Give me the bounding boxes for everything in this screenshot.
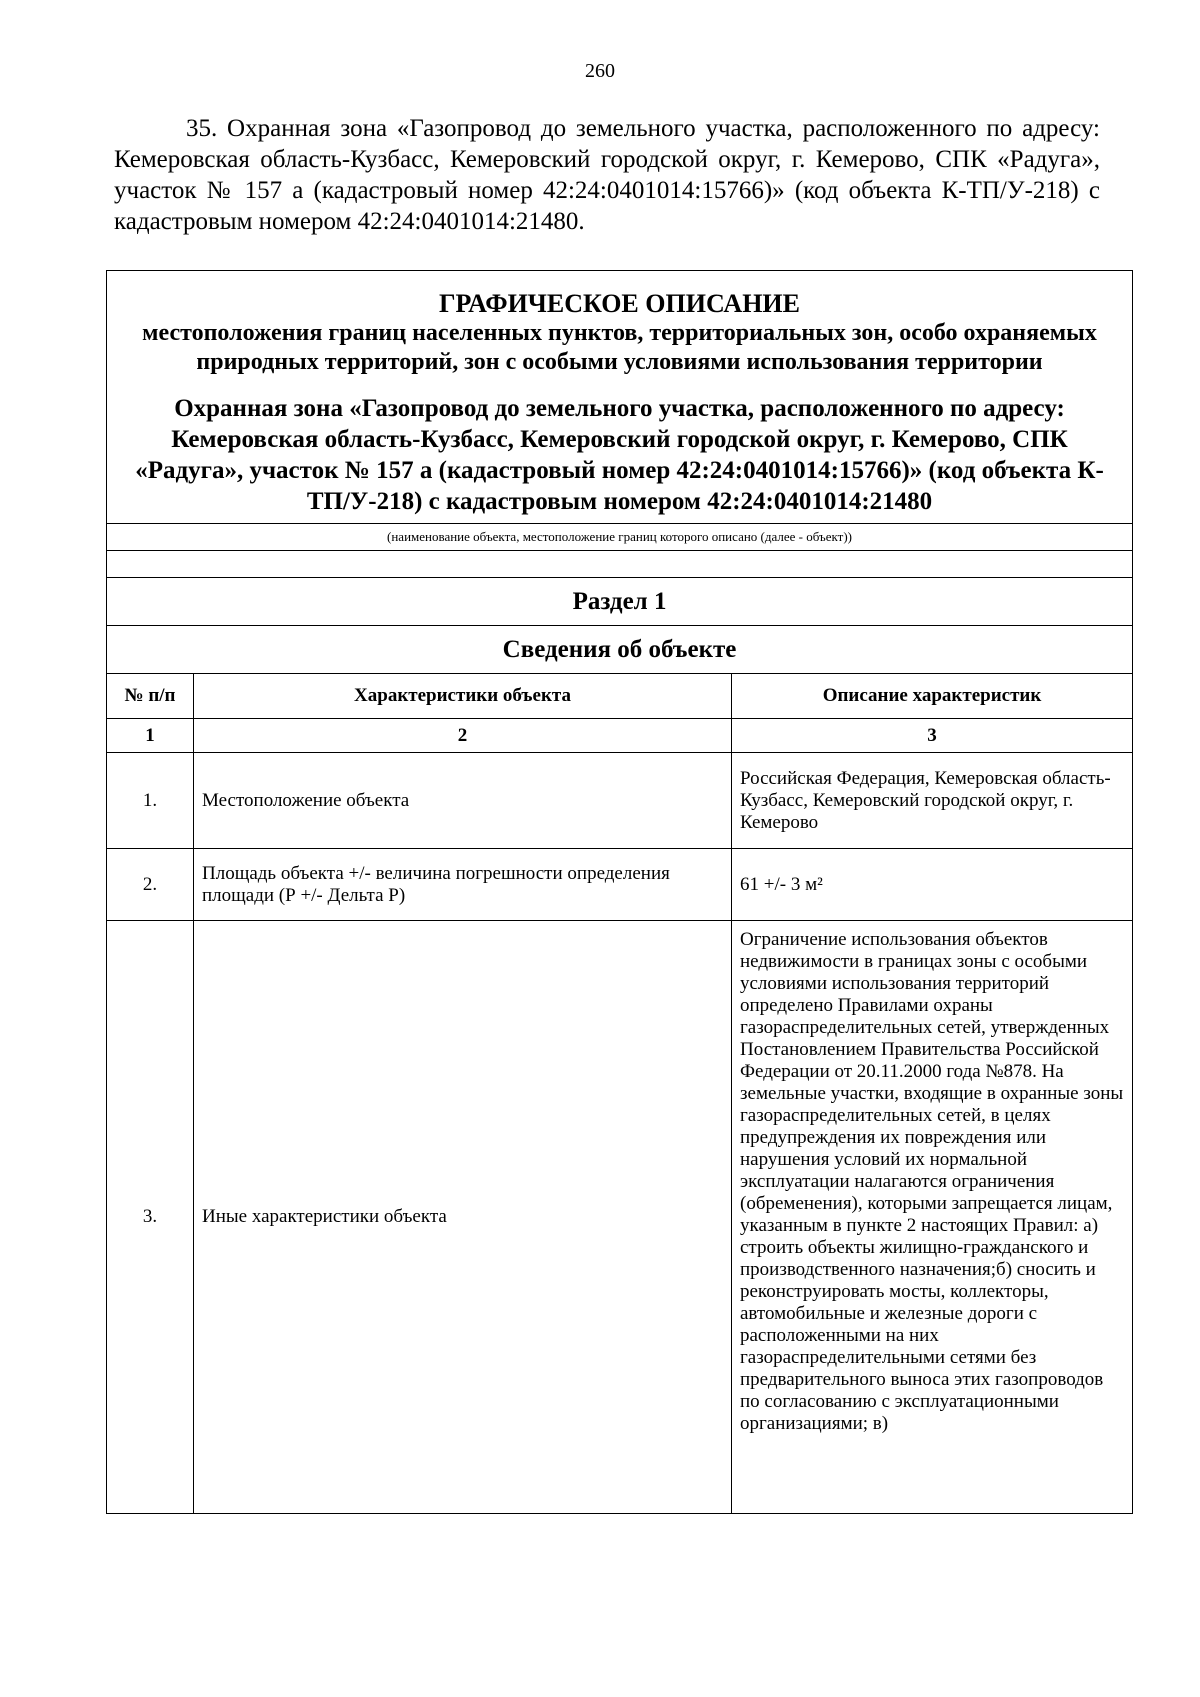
object-caption: (наименование объекта, местоположение границ которого описано (далее - объект)) (107, 524, 1133, 551)
row-description: Ограничение использования объектов недвижимости в границах зоны с особыми условиями использования территорий определено Правилами охраны газораспределительных сетей, утвержденных Постановлением Правительства Российской Федерации от 20.11.2000 года №878. На земельные участки, входящие в охранные зоны газораспределительных сетей, в целях предупреждения их повреждения или нарушения условий их нормальной эксплуатации налагаются ограничения (обременения), которыми запрещается лицам, указанным в пункте 2 настоящих Правил: а) строить объекты жилищно-гражданского и производственного назначения;б) сносить и реконструировать мосты, коллекторы, автомобильные и железные дороги с расположенными на них газораспределительными сетями без предварительного выноса этих газопроводов по согласованию с эксплуатационными организациями; в) (740, 929, 1124, 1434)
intro-paragraph-block (114, 113, 1100, 237)
row-number: 3. (107, 921, 194, 1514)
document-subtitle: местоположения границ населенных пунктов, территориальных зон, особо охраняемых природных территорий, зон с особыми условиями использования территории (142, 320, 1097, 375)
row-description: Российская Федерация, Кемеровская область-Кузбасс, Кемеровский городской округ, г. Кемерово (732, 753, 1133, 849)
section-title: Раздел 1 (107, 578, 1133, 626)
spacer-row (107, 551, 1133, 578)
column-number: 1 (107, 719, 194, 753)
header-number: № п/п (107, 674, 194, 719)
table-row (107, 849, 1133, 921)
table-row (107, 921, 1133, 1514)
section-subtitle: Сведения об объекте (107, 626, 1133, 674)
intro-paragraph: 35. Охранная зона «Газопровод до земельного участка, расположенного по адресу: Кемеровская область-Кузбасс, Кемеровский городской округ, г. Кемерово, СПК «Радуга», участок № 157 а (кадастровый номер 42:24:0401014:15766)» (код объекта К-ТП/У-218) с кадастровым номером 42:24:0401014:21480. (114, 115, 1100, 235)
header-description: Описание характеристик (732, 674, 1133, 719)
heading-block (107, 271, 1133, 524)
row-number: 1. (107, 753, 194, 849)
document-title: ГРАФИЧЕСКОЕ ОПИСАНИЕ (439, 289, 800, 318)
column-number: 3 (732, 719, 1133, 753)
column-number-row (107, 719, 1133, 753)
page-number: 260 (585, 60, 615, 82)
row-description-cell (732, 921, 1133, 1514)
column-number: 2 (194, 719, 732, 753)
row-characteristic: Площадь объекта +/- величина погрешности определения площади (Р +/- Дельта Р) (194, 849, 732, 921)
row-description: 61 +/- 3 м² (732, 849, 1133, 921)
table-row (107, 753, 1133, 849)
object-name: Охранная зона «Газопровод до земельного участка, расположенного по адресу: Кемеровская область-Кузбасс, Кемеровский городской округ, г. Кемерово, СПК «Радуга», участок № 157 а (кадастровый номер 42:24:0401014:15766)» (код объекта К-ТП/У-218) с кадастровым номером 42:24:0401014:21480 (135, 395, 1104, 515)
graphic-description-table (106, 270, 1133, 1514)
header-characteristic: Характеристики объекта (194, 674, 732, 719)
row-characteristic: Местоположение объекта (194, 753, 732, 849)
row-characteristic: Иные характеристики объекта (194, 921, 732, 1514)
row-number: 2. (107, 849, 194, 921)
table-header-row (107, 674, 1133, 719)
